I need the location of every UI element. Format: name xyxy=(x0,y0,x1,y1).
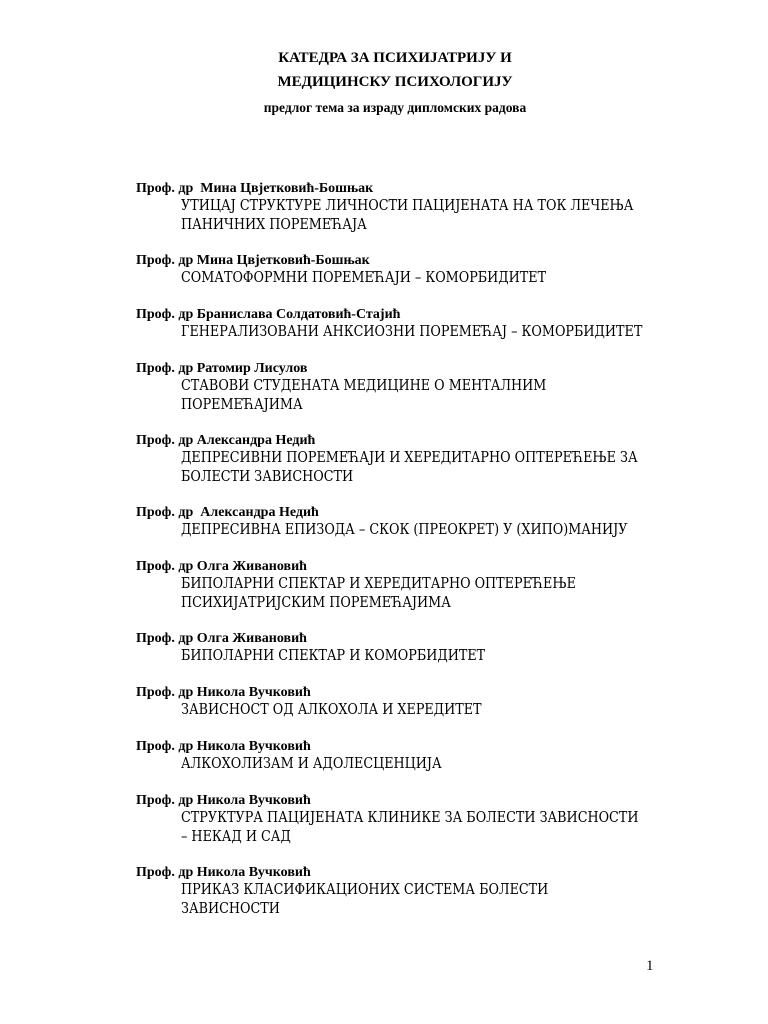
thesis-topic xyxy=(181,449,656,487)
professor-name: Проф. др Никола Вучковић xyxy=(136,685,311,700)
thesis-topic-line: СТРУКТУРА ПАЦИЈЕНАТА КЛИНИКЕ ЗА БОЛЕСТИ ЗАВИСНОСТИ xyxy=(181,810,639,826)
professor-name: Проф. др Ратомир Лисулов xyxy=(136,361,308,376)
professor-name: Проф. др Александра Недић xyxy=(136,505,319,520)
topic-entry xyxy=(136,504,666,540)
thesis-topic-line: ЗАВИСНОСТИ xyxy=(181,901,280,917)
thesis-topic xyxy=(181,881,656,919)
thesis-topic-line: БИПОЛАРНИ СПЕКТАР И ХЕРЕДИТАРНО ОПТЕРЕЋЕЊЕ xyxy=(181,576,576,592)
topic-entry xyxy=(136,180,666,235)
professor-name: Проф. др Никола Вучковић xyxy=(136,793,311,808)
thesis-topic-line: ГЕНЕРАЛИЗОВАНИ АНКСИОЗНИ ПОРЕМЕЋАЈ – КОМОРБИДИТЕТ xyxy=(181,324,643,340)
topic-entry xyxy=(136,252,666,288)
professor-name: Проф. др Никола Вучковић xyxy=(136,739,311,754)
thesis-topic-line: АЛКОХОЛИЗАМ И АДОЛЕСЦЕНЦИЈА xyxy=(181,756,442,772)
topic-entry xyxy=(136,558,666,613)
professor-name: Проф. др Мина Цвјетковић-Бошњак xyxy=(136,181,374,196)
topic-entry xyxy=(136,360,666,415)
thesis-topic-line: ДЕПРЕСИВНА ЕПИЗОДА – СКОК (ПРЕОКРЕТ) У (ХИПО)МАНИЈУ xyxy=(181,522,628,538)
page-number: 1 xyxy=(646,958,654,974)
thesis-topic xyxy=(181,323,656,342)
thesis-topic xyxy=(181,809,656,847)
thesis-topic-line: – НЕКАД И САД xyxy=(181,829,291,845)
thesis-topic xyxy=(181,755,656,774)
document-header xyxy=(0,46,768,118)
thesis-topic xyxy=(181,575,656,613)
thesis-topic-line: УТИЦАЈ СТРУКТУРЕ ЛИЧНОСТИ ПАЦИЈЕНАТА НА ТОК ЛЕЧЕЊА xyxy=(181,198,634,214)
professor-name: Проф. др Мина Цвјетковић-Бошњак xyxy=(136,253,370,268)
topic-entry xyxy=(136,306,666,342)
thesis-topic xyxy=(181,647,656,666)
thesis-topic-line: ЗАВИСНОСТ ОД АЛКОХОЛА И ХЕРЕДИТЕТ xyxy=(181,702,482,718)
topic-entry xyxy=(136,864,666,919)
thesis-topic-line: ПРИКАЗ КЛАСИФИКАЦИОНИХ СИСТЕМА БОЛЕСТИ xyxy=(181,882,549,898)
professor-name: Проф. др Бранислава Солдатовић-Стајић xyxy=(136,307,401,322)
document-subtitle: предлог тема за израду дипломских радова xyxy=(263,100,527,115)
thesis-topic xyxy=(181,269,656,288)
topic-entry xyxy=(136,792,666,847)
department-title-line-1: КАТЕДРА ЗА ПСИХИЈАТРИЈУ И xyxy=(278,50,512,66)
topic-entry xyxy=(136,684,666,720)
topic-entry xyxy=(136,738,666,774)
professor-name: Проф. др Александра Недић xyxy=(136,433,316,448)
thesis-topic-line: ПСИХИЈАТРИЈСКИМ ПОРЕМЕЋАЈИМА xyxy=(181,595,451,611)
professor-name: Проф. др Олга Живановић xyxy=(136,631,307,646)
thesis-topic-line: ПАНИЧНИХ ПОРЕМЕЋАЈА xyxy=(181,217,367,233)
thesis-topic xyxy=(181,377,656,415)
professor-name: Проф. др Никола Вучковић xyxy=(136,865,311,880)
topic-entry xyxy=(136,630,666,666)
thesis-topic-line: БИПОЛАРНИ СПЕКТАР И КОМОРБИДИТЕТ xyxy=(181,648,486,664)
professor-name: Проф. др Олга Живановић xyxy=(136,559,307,574)
department-title-line-2: МЕДИЦИНСКУ ПСИХОЛОГИЈУ xyxy=(277,74,513,90)
thesis-topic-line: БОЛЕСТИ ЗАВИСНОСТИ xyxy=(181,469,354,485)
thesis-topic-line: ДЕПРЕСИВНИ ПОРЕМЕЋАЈИ И ХЕРЕДИТАРНО ОПТЕРЕЋЕЊЕ ЗА xyxy=(181,450,638,466)
topic-entry xyxy=(136,432,666,487)
thesis-topic-line: СТАВОВИ СТУДЕНАТА МЕДИЦИНЕ О МЕНТАЛНИМ xyxy=(181,378,547,394)
thesis-topic-line: ПОРЕМЕЋАЈИМА xyxy=(181,397,303,413)
thesis-topic xyxy=(181,701,656,720)
thesis-topic-line: СОМАТОФОРМНИ ПОРЕМЕЋАЈИ – КОМОРБИДИТЕТ xyxy=(181,270,547,286)
thesis-topic xyxy=(181,197,656,235)
thesis-topic xyxy=(181,521,656,540)
